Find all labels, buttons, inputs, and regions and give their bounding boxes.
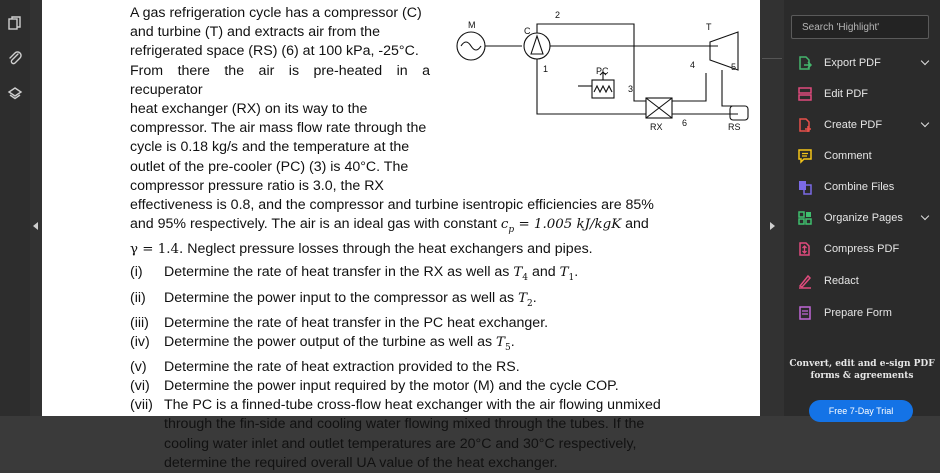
question-text: and [528,264,560,281]
state-2-label: 2 [555,10,561,20]
state-1-label: 1 [543,64,549,74]
tool-edit-pdf[interactable] [796,83,934,105]
state-4-label: 4 [690,60,696,70]
state-5-label: 5 [731,62,737,72]
tool-compress-pdf[interactable] [796,238,934,260]
question-list [130,263,760,473]
tool-label: Redact [824,275,859,287]
pipe [672,73,706,101]
question-text: . [532,289,537,306]
math-sub: 2 [527,298,533,309]
question-number: (vii) [130,397,153,414]
chevron-down-icon[interactable] [921,212,929,220]
tool-search-box [791,15,929,39]
tool-label: Combine Files [824,181,895,193]
question-item [130,396,678,473]
tool-prepare-form[interactable] [796,302,934,324]
tool-redact[interactable] [796,270,934,292]
redact-icon [796,272,814,290]
edit-pdf-icon [796,85,814,103]
tool-label: Compress PDF [824,243,900,255]
question-item [130,358,678,377]
create-pdf-icon [796,116,814,134]
left-tool-rail [0,0,30,416]
compress-pdf-icon [796,240,814,258]
tool-label: Comment [824,150,872,162]
tool-label: Edit PDF [824,88,869,100]
document-page [42,0,760,471]
intro-line: A gas refrigeration cycle has a compressor (C) [130,5,422,21]
refrigerated-space-label: RS [728,122,741,132]
export-pdf-icon [796,54,814,72]
question-text: The PC is a finned-tube cross-flow heat exchanger with the air flowing unmixed [164,397,661,414]
attachment-icon[interactable] [5,48,25,68]
math-sub: 1 [568,273,575,284]
tool-organize-pages[interactable] [796,207,934,229]
combine-files-icon [796,178,814,196]
question-text: Determine the power output of the turbine as well as [164,333,497,350]
intro-line: refrigerated space (RS) (6) at 100 kPa, -25°C. [130,43,419,60]
pages-icon[interactable] [5,13,25,33]
intro-line: compressor. The air mass flow rate through the [130,120,427,137]
caret-left-icon [33,222,38,230]
tool-label: Prepare Form [824,307,892,319]
question-item [130,333,678,358]
right-panel-collapse-handle[interactable] [760,0,784,416]
chevron-down-icon[interactable] [921,119,929,127]
promo-line: Convert, edit and e-sign PDF [789,359,935,369]
question-text: cooling water inlet and outlet temperatures are 20°C and 30°C respectively, [164,435,637,452]
question-item [130,289,678,314]
cp-symbol: c [500,217,509,233]
gamma-value: γ = 1.4. [130,242,184,258]
question-text: Determine the rate of heat transfer in the PC heat exchanger. [164,314,549,331]
layers-icon[interactable] [5,84,25,104]
intro-text: Neglect pressure losses through the heat exchangers and pipes. [183,241,593,258]
motor-label: M [468,20,476,30]
state-3-label: 3 [628,84,634,94]
chevron-down-icon[interactable] [921,57,929,65]
math-var: T [559,265,569,281]
prepare-form-icon [796,304,814,322]
tool-label: Export PDF [824,57,881,69]
compressor-label: C [524,26,531,36]
intro-line-gamma [130,240,672,259]
divider [762,58,782,59]
question-item [130,263,678,288]
math-var: T [518,290,528,306]
left-panel-collapse-handle[interactable] [30,0,42,416]
tool-create-pdf[interactable] [796,114,934,136]
intro-line: cycle is 0.18 kg/s and the temperature at the [130,139,410,156]
question-text: Determine the power input to the compressor as well as [164,289,519,306]
question-text: Determine the power input required by the motor (M) and the cycle COP. [164,377,619,394]
question-text: . [510,333,515,350]
intro-line: From there the air is pre-heated in a recuperator [130,62,430,98]
math-sub: 5 [504,342,511,353]
question-number: (vi) [130,377,150,394]
question-number: (iv) [130,333,150,350]
tool-combine-files[interactable] [796,176,934,198]
question-text: through the fin-side and cooling water flowing mixed through the tubes. If the [164,416,645,433]
math-var: T [496,334,505,350]
question-number: (v) [130,358,147,375]
cp-subscript: p [508,225,515,236]
question-number: (i) [130,264,143,281]
recuperator-label: RX [650,122,663,132]
tool-search-input[interactable] [792,16,928,38]
tool-label: Create PDF [824,119,883,131]
math-sub: 4 [522,273,529,284]
question-number: (ii) [130,289,146,306]
intro-line: outlet of the pre-cooler (PC) (3) is 40°C. The [130,158,409,175]
free-trial-button[interactable]: Free 7-Day Trial [809,400,913,422]
question-text: Determine the rate of heat extraction provided to the RS. [164,358,520,375]
tools-panel [784,0,940,416]
intro-line-cp [130,215,672,240]
question-text: determine the required overall UA value of the heat exchanger. [164,454,558,471]
refrigeration-cycle-diagram [440,2,741,142]
question-text: . [574,264,579,281]
promo-text [784,358,940,382]
math-var: T [513,265,523,281]
organize-pages-icon [796,209,814,227]
caret-right-icon [770,222,775,230]
precooler-label: PC [596,66,609,76]
turbine-label: T [706,22,712,32]
comment-icon [796,147,814,165]
intro-line: effectiveness is 0.8, and the compressor and turbine isentropic efficiencies are 85% [130,197,654,214]
intro-text: and [621,216,649,233]
tool-label: Organize Pages [824,212,903,224]
tool-export-pdf[interactable] [796,52,934,74]
intro-line: and turbine (T) and extracts air from the [130,24,380,41]
promo-line: forms & agreements [810,371,914,381]
question-item [130,314,678,333]
intro-line: compressor pressure ratio is 3.0, the RX [130,177,384,194]
question-number: (iii) [130,314,149,331]
tool-comment[interactable] [796,145,934,167]
question-item [130,377,678,396]
state-6-label: 6 [682,118,688,128]
intro-line: heat exchanger (RX) on its way to the [130,101,368,118]
question-text: Determine the rate of heat transfer in the RX as well as [164,264,514,281]
intro-text: and 95% respectively. The air is an ideal gas with constant [130,216,501,233]
cp-value: = 1.005 kJ/kgK [514,217,622,233]
